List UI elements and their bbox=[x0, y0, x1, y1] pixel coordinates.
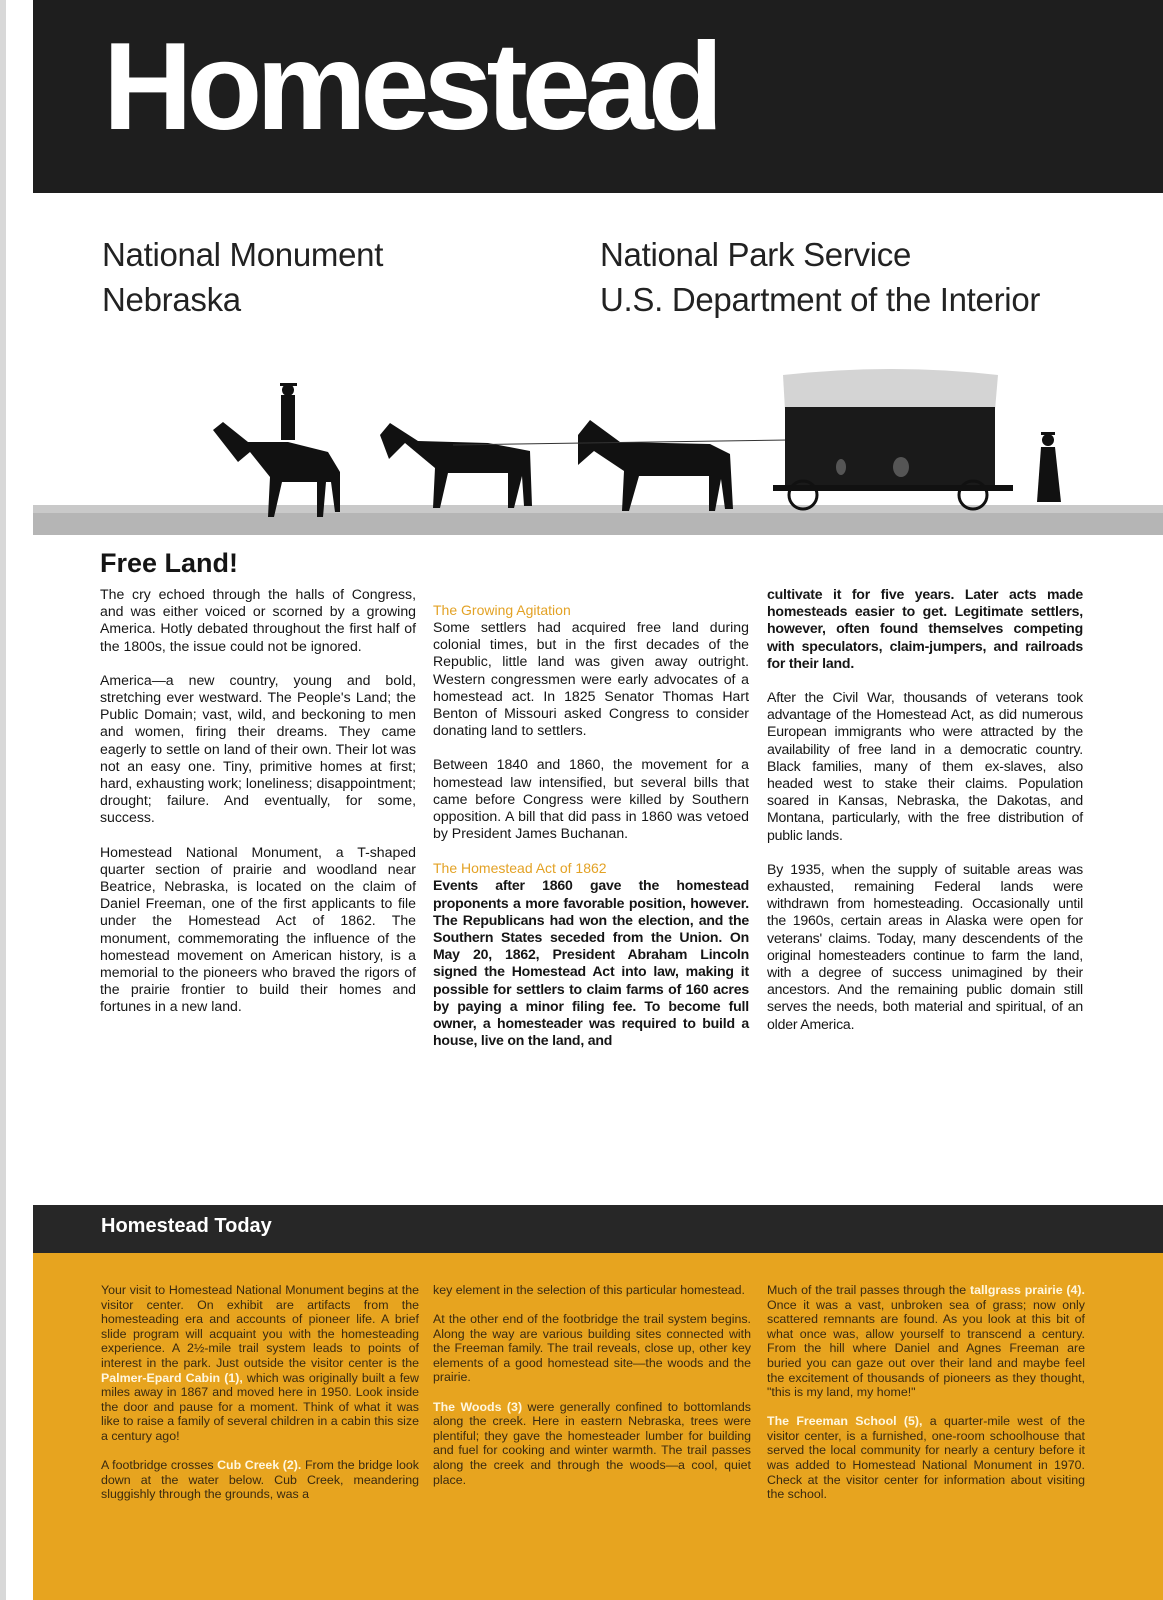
text: Once it was a vast, unbroken sea of grass; now only scattered remnants are found. As you look at this bit of what once was, allow yourself to transcend a century. From the hill where Daniel and Agnes Freeman are buried you can gaze out over their land and maybe feel the excitement of thousands of pioneers as they thought, "this is my land, my home!" bbox=[767, 1297, 1085, 1400]
paragraph bbox=[101, 1283, 419, 1444]
free-land-column-2 bbox=[433, 601, 749, 1066]
today-column-2 bbox=[433, 1283, 751, 1502]
poi-freeman-school: The Freeman School (5), bbox=[767, 1414, 923, 1429]
text: were generally confined to bottomlands along the creek. Here in eastern Nebraska, trees were plentiful; they gave the homesteader lumber for building and fuel for cooking and winter warmth. The trail passes along the creek and through the woods—a cool, quiet place. bbox=[433, 1399, 751, 1487]
text: Much of the trail passes through the bbox=[767, 1283, 970, 1297]
today-column-3 bbox=[767, 1283, 1085, 1516]
paragraph: After the Civil War, thousands of veterans took advantage of the Homestead Act, as did numerous European immigrants who were attracted by the availability of free land in a democratic country. Black families, many of them ex-slaves, also headed west to stake their claims. Population soared in Kansas, Nebraska, the Dakotas, and Montana, particularly, with the free distribution of public lands. bbox=[767, 689, 1083, 843]
paragraph: America—a new country, young and bold, stretching ever westward. The People's Land; the Public Domain; vast, wild, and beckoning to men and women, firing their dreams. They came eagerly to settle on land of their own. Their lot was not an easy one. Tiny, primitive homes at first; hard, exhausting work; loneliness; disappointment; drought; failure. And eventually, for some, success. bbox=[100, 671, 416, 826]
subtitle-monument: National Monument bbox=[102, 236, 384, 273]
wagon-train-photo bbox=[33, 355, 1163, 540]
horse-rider bbox=[213, 383, 340, 517]
poi-cub-creek: Cub Creek (2). bbox=[217, 1458, 302, 1473]
homestead-today-bar bbox=[33, 1205, 1163, 1253]
poi-palmer-epard-cabin: Palmer-Epard Cabin (1), bbox=[101, 1370, 243, 1385]
paragraph bbox=[433, 1400, 751, 1488]
paragraph bbox=[767, 1283, 1085, 1400]
walking-man bbox=[1037, 432, 1061, 502]
poi-the-woods: The Woods (3) bbox=[433, 1399, 523, 1414]
paragraph: Events after 1860 gave the homestead proponents a more favorable position, however. The Republicans had won the election, and the Southern States seceded from the Union. On May 20, 1862, President Abraham Lincoln signed the Homestead Act into law, making it possible for settlers to claim farms of 160 acres by paying a minor filing fee. To become full owner, a homesteader was required to build a house, live on the land, and bbox=[433, 877, 749, 1049]
subheading-homestead-act: The Homestead Act of 1862 bbox=[433, 860, 607, 877]
subtitle-state: Nebraska bbox=[102, 281, 241, 318]
page-edge bbox=[0, 0, 6, 1600]
text: A footbridge crosses bbox=[101, 1458, 218, 1473]
paragraph: The cry echoed through the halls of Congress, and was either voiced or scorned by a growing America. Hotly debated throughout the first half of the 1800s, the issue could not be ignored. bbox=[100, 586, 416, 654]
horse-team-2 bbox=[578, 420, 733, 511]
horse-team-1 bbox=[380, 423, 532, 508]
paragraph: Between 1840 and 1860, the movement for a homestead law intensified, but several bills that came before Congress were killed by Southern opposition. A bill that did pass in 1860 was vetoed by President James Buchanan. bbox=[433, 756, 749, 842]
paragraph: At the other end of the footbridge the trail system begins. Along the way are various building sites connected with the Freeman family. The trail reveals, close up, other key elements of a good homestead site—the woods and the prairie. bbox=[433, 1312, 751, 1385]
text: Your visit to Homestead National Monument begins at the visitor center. On exhibit are artifacts from the homesteading era and accounts of pioneer life. A brief slide program will acquaint you with the homesteading experience. A 2½-mile trail system leads to points of interest in the park. Just outside the visitor center is the bbox=[101, 1283, 419, 1370]
subtitle-left bbox=[102, 232, 383, 322]
paragraph: cultivate it for five years. Later acts made homesteads easier to get. Legitimate settlers, however, often found themselves competing with speculators, claim-jumpers, and railroads for their land. bbox=[767, 586, 1083, 671]
today-column-1 bbox=[101, 1283, 419, 1516]
paragraph: Some settlers had acquired free land during colonial times, but in the first decades of the Republic, little land was given away outright. Western congressmen were early advocates of a homestead act. In 1825 Senator Thomas Hart Benton of Missouri asked Congress to consider donating land to settlers. bbox=[433, 619, 749, 739]
paragraph bbox=[101, 1458, 419, 1502]
free-land-column-3 bbox=[767, 586, 1083, 1050]
subheading-growing-agitation: The Growing Agitation bbox=[433, 602, 571, 618]
text: which was originally built a few miles away in 1867 and moved here in 1950. Look inside the door and pause for a moment. Think of what it was like to raise a family of several children in a cabin this size a century ago! bbox=[101, 1370, 420, 1443]
paragraph bbox=[767, 1414, 1085, 1502]
section-heading-homestead-today: Homestead Today bbox=[101, 1215, 272, 1237]
masthead bbox=[33, 0, 1163, 193]
subtitle-right bbox=[600, 232, 1040, 322]
covered-wagon bbox=[773, 369, 1013, 509]
free-land-column-1 bbox=[100, 586, 416, 1033]
homestead-today-panel bbox=[33, 1253, 1163, 1600]
subtitle-agency: National Park Service bbox=[600, 236, 912, 273]
paragraph: Homestead National Monument, a T-shaped quarter section of prairie and woodland near Beatrice, Nebraska, is located on the claim of Daniel Freeman, one of the first applicants to file under the Homestead Act of 1862. The monument, commemorating the influence of the homestead movement on American history, is a memorial to the pioneers who braved the rigors of the prairie frontier to build their homes and fortunes in a new land. bbox=[100, 843, 416, 1015]
subtitle-department: U.S. Department of the Interior bbox=[600, 281, 1041, 318]
masthead-title: Homestead bbox=[103, 18, 718, 156]
paragraph: By 1935, when the supply of suitable areas was exhausted, remaining Federal lands were withdrawn from homesteading. Occasionally until the 1960s, certain areas in Alaska were open for veterans' claims. Today, many descendents of the original homesteaders continue to farm the land, with a degree of success unimagined by their ancestors. And the remaining public domain still serves the needs, both material and spiritual, of an older America. bbox=[767, 860, 1083, 1032]
text: From the bridge look down at the water below. Cub Creek, meandering sluggishly through the grounds, was a bbox=[101, 1458, 420, 1502]
text: a quarter-mile west of the visitor center, is a furnished, one-room schoolhouse that served the local community for nearly a century before it was added to Homestead National Monument in 1970. Check at the visitor center for information about visiting the school. bbox=[767, 1414, 1085, 1502]
paragraph: key element in the selection of this particular homestead. bbox=[433, 1283, 745, 1297]
poi-tallgrass-prairie: tallgrass prairie (4). bbox=[969, 1283, 1085, 1297]
section-heading-free-land: Free Land! bbox=[100, 548, 239, 578]
